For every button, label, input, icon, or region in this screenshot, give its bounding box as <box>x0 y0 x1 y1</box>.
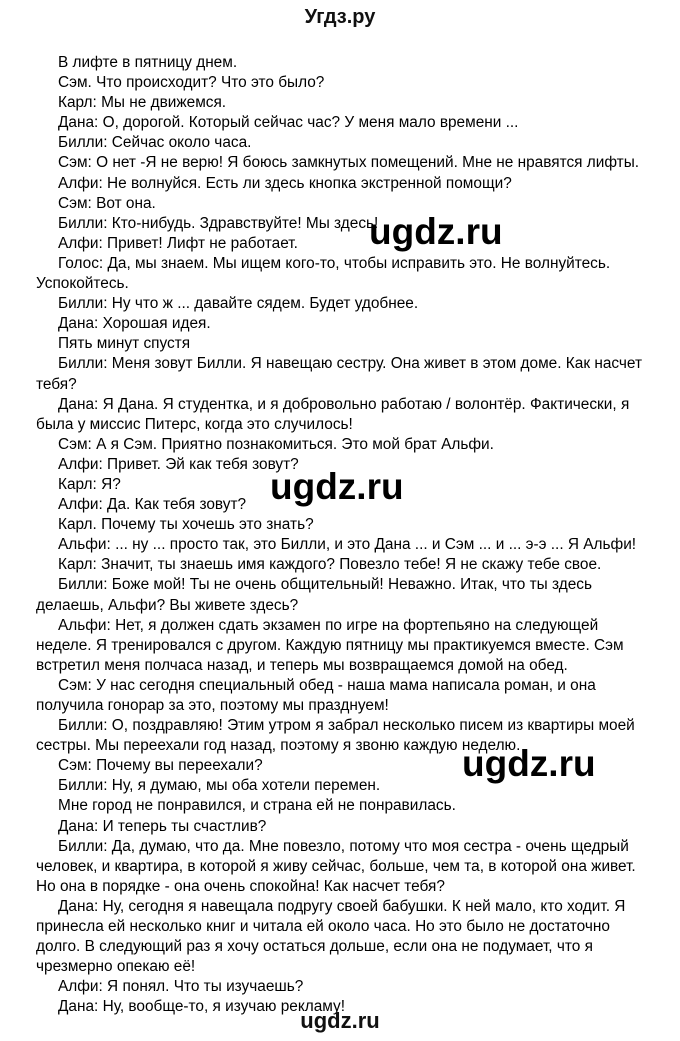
text-line: Сэм: Вот она. <box>58 194 156 212</box>
text-line: получила гонорар за это, поэтому мы празднуем! <box>36 697 389 714</box>
text-line: Дана: Ну, вообще-то, я изучаю рекламу! <box>58 998 345 1016</box>
text-line: Пять минут спустя <box>58 335 191 353</box>
text-line: Дана: Ну, сегодня я навещала подругу своей бабушки. К ней мало, кто ходит. Я <box>58 897 626 915</box>
text-line: Алфи: Да. Как тебя зовут? <box>58 496 247 514</box>
text-line: Мне город не понравился, и страна ей не понравилась. <box>58 797 456 815</box>
text-line: Билли: Меня зовут Билли. Я навещаю сестру. Она живет в этом доме. Как насчет <box>58 355 643 373</box>
dialogue-text <box>36 53 646 1018</box>
text-line: Сэм: А я Сэм. Приятно познакомиться. Это мой брат Альфи. <box>58 435 494 453</box>
watermark: ugdz.ru <box>270 466 404 507</box>
text-line: была у миссис Питерс, когда это случилось! <box>36 415 353 433</box>
text-line: Сэм: У нас сегодня специальный обед - наша мама написала роман, и она <box>58 676 596 694</box>
text-line: Дана: Хорошая идея. <box>58 315 211 333</box>
text-line: Билли: Да, думаю, что да. Мне повезло, потому что моя сестра - очень щедрый <box>58 837 629 855</box>
watermark: ugdz.ru <box>462 743 596 784</box>
text-line: Карл. Почему ты хочешь это знать? <box>58 516 314 534</box>
text-line: принесла ей несколько книг и читала ей около часа. Но это было не достаточно <box>36 918 610 936</box>
text-line: Билли: Ну что ж ... давайте сядем. Будет удобнее. <box>58 295 419 313</box>
site-footer: ugdz.ru <box>300 1008 380 1033</box>
text-line: Но она в порядке - она очень спокойна! Как насчет тебя? <box>36 877 445 895</box>
text-line: сестры. Мы переехали год назад, поэтому я звоню каждую неделю. <box>36 737 521 755</box>
text-line: Карл: Значит, ты знаешь имя каждого? Повезло тебе! Я не скажу тебе свое. <box>58 556 602 574</box>
text-line: Билли: Ну, я думаю, мы оба хотели перемен. <box>58 777 381 795</box>
watermark: ugdz.ru <box>369 211 503 252</box>
text-line: Сэм: О нет -Я не верю! Я боюсь замкнутых помещений. Мне не нравятся лифты. <box>58 154 640 172</box>
text-line: Билли: Боже мой! Ты не очень общительный! Неважно. Итак, что ты здесь <box>58 576 592 594</box>
text-line: Алфи: Привет. Эй как тебя зовут? <box>58 455 299 473</box>
site-header: Угдз.ру <box>304 6 376 28</box>
text-line: Алфи: Я понял. Что ты изучаешь? <box>58 978 304 996</box>
text-line: делаешь, Альфи? Вы живете здесь? <box>36 596 299 614</box>
text-line: Успокойтесь. <box>36 275 129 293</box>
text-line: Дана: О, дорогой. Который сейчас час? У меня мало времени ... <box>58 114 519 132</box>
text-line: Сэм: Почему вы переехали? <box>58 757 263 775</box>
text-line: Карл: Мы не движемся. <box>58 94 227 112</box>
text-line: долго. В следующий раз я хочу остаться дольше, если она не подумает, что я <box>36 938 593 956</box>
text-line: Дана: Я Дана. Я студентка, и я добровольно работаю / волонтёр. Фактически, я <box>58 395 630 413</box>
text-line: Алфи: Не волнуйся. Есть ли здесь кнопка экстренной помощи? <box>58 174 512 192</box>
text-line: Билли: Сейчас около часа. <box>58 134 252 152</box>
text-line: Сэм. Что происходит? Что это было? <box>58 74 325 92</box>
text-line: Алфи: Привет! Лифт не работает. <box>58 234 298 252</box>
text-line: Дана: И теперь ты счастлив? <box>58 817 267 835</box>
text-line: тебя? <box>36 375 77 393</box>
text-line: В лифте в пятницу днем. <box>58 54 238 71</box>
text-line: Альфи: Нет, я должен сдать экзамен по игре на фортепьяно на следующей <box>58 616 599 634</box>
text-line: Билли: Кто-нибудь. Здравствуйте! Мы здесь! <box>58 214 379 232</box>
text-line: человек, и квартира, в которой я живу сейчас, больше, чем та, в которой она живет. <box>36 857 636 875</box>
text-line: Билли: О, поздравляю! Этим утром я забрал несколько писем из квартиры моей <box>58 717 635 735</box>
text-line: Карл: Я? <box>58 475 121 493</box>
text-line: встретил меня полчаса назад, и теперь мы возвращаемся домой на обед. <box>36 656 568 674</box>
text-line: чрезмерно опекаю её! <box>36 958 196 976</box>
text-line: Альфи: ... ну ... просто так, это Билли, и это Дана ... и Сэм ... и ... э-э ... Я Альфи! <box>58 536 637 554</box>
text-line: неделе. Я тренировался с другом. Каждую пятницу мы практикуемся вместе. Сэм <box>36 636 624 654</box>
text-line: Голос: Да, мы знаем. Мы ищем кого-то, чтобы исправить это. Не волнуйтесь. <box>58 254 611 272</box>
